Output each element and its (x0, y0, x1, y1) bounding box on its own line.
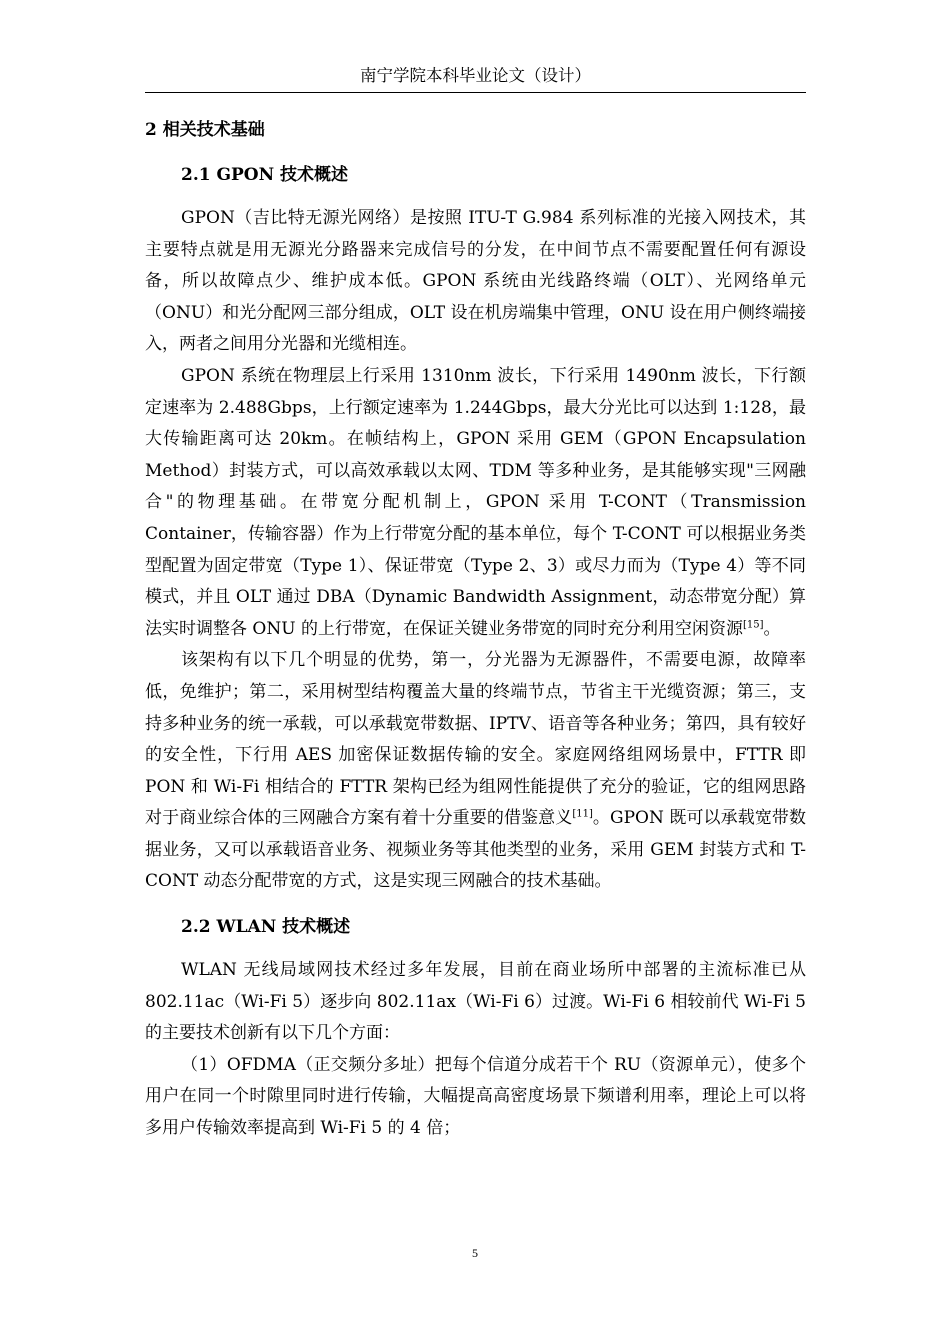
section-heading-2-1: 2.1 GPON 技术概述 (181, 165, 349, 185)
paragraph-text: GPON 系统在物理层上行采用 1310nm 波长，下行采用 1490nm 波长，下行额定速率为 2.488Gbps，上行额定速率为 1.244Gbps，最大分光比可以达到 1:128，最大传输距离可达 20km。在帧结构上，GPON 采用 GEM（GPON Encapsulation Method）封装方式，可以高效承载以太网、TDM 等多种业务，是其能够实现"三网融合"的物理基础。在带宽分配机制上，GPON 采用 T-CONT（Transmission Container，传输容器）作为上行带宽分配的基本单位，每个 T-CONT 可以根据业务类型配置为固定带宽（Type 1）、保证带宽（Type 2、3）或尽力而为（Type 4）等不同模式，并且 OLT 通过 DBA（Dynamic Bandwidth Assignment，动态带宽分配）算法实时调整各 ONU 的上行带宽，在保证关键业务带宽的同时充分利用空闲资源 (145, 365, 806, 639)
paragraph-gpon-intro: GPON（吉比特无源光网络）是按照 ITU-T G.984 系列标准的光接入网技术，其主要特点就是用无源光分路器来完成信号的分发，在中间节点不需要配置任何有源设备，所以故障点少、维护成本低。GPON 系统由光线路终端（OLT）、光网络单元（ONU）和光分配网三部分组成，OLT 设在机房端集中管理，ONU 设在用户侧终端接入，两者之间用分光器和光缆相连。 (145, 208, 806, 355)
paragraph-text-end: 。GPON 既可以承载宽带数据业务，又可以承载语音业务、视频业务等其他类型的业务，采用 GEM 封装方式和 T-CONT 动态分配带宽的方式，这是实现三网融合的技术基础。 (145, 808, 807, 892)
page-content (145, 115, 806, 1145)
paragraph-gpon-physical (145, 361, 806, 645)
paragraph-text: 该架构有以下几个明显的优势，第一，分光器为无源器件，不需要电源，故障率低，免维护；第二，采用树型结构覆盖大量的终端节点，节省主干光缆资源；第三，支持多种业务的统一承载，可以承载宽带数据、IPTV、语音等各种业务；第四，具有较好的安全性，下行用 AES 加密保证数据传输的安全。家庭网络组网场景中，FTTR 即 PON 和 Wi-Fi 相结合的 FTTR 架构已经为组网性能提供了充分的验证，它的组网思路对于商业综合体的三网融合方案有着十分重要的借鉴意义 (145, 650, 806, 829)
section-heading-2: 2 相关技术基础 (145, 120, 265, 140)
page-header: 南宁学院本科毕业论文（设计） (360, 66, 591, 85)
paragraph-gpon-advantages (145, 645, 806, 898)
citation-ref: [11] (572, 808, 593, 820)
paragraph-ofdma: （1）OFDMA（正交频分多址）把每个信道分成若干个 RU（资源单元），使多个用户在同一个时隙里同时进行传输，大幅提高高密度场景下频谱利用率，理论上可以将多用户传输效率提高到 Wi-Fi 5 的 4 倍； (145, 1054, 806, 1139)
header-rule (145, 92, 806, 93)
citation-ref: [15] (742, 619, 764, 631)
paragraph-wlan-intro: WLAN 无线局域网技术经过多年发展，目前在商业场所中部署的主流标准已从 802.11ac（Wi-Fi 5）逐步向 802.11ax（Wi-Fi 6）过渡。Wi-Fi 6 相较前代 Wi-Fi 5 的主要技术创新有以下几个方面： (145, 960, 806, 1044)
paragraph-text-end: 。 (763, 618, 781, 639)
page-number: 5 (472, 1246, 478, 1260)
section-heading-2-2: 2.2 WLAN 技术概述 (181, 917, 351, 938)
